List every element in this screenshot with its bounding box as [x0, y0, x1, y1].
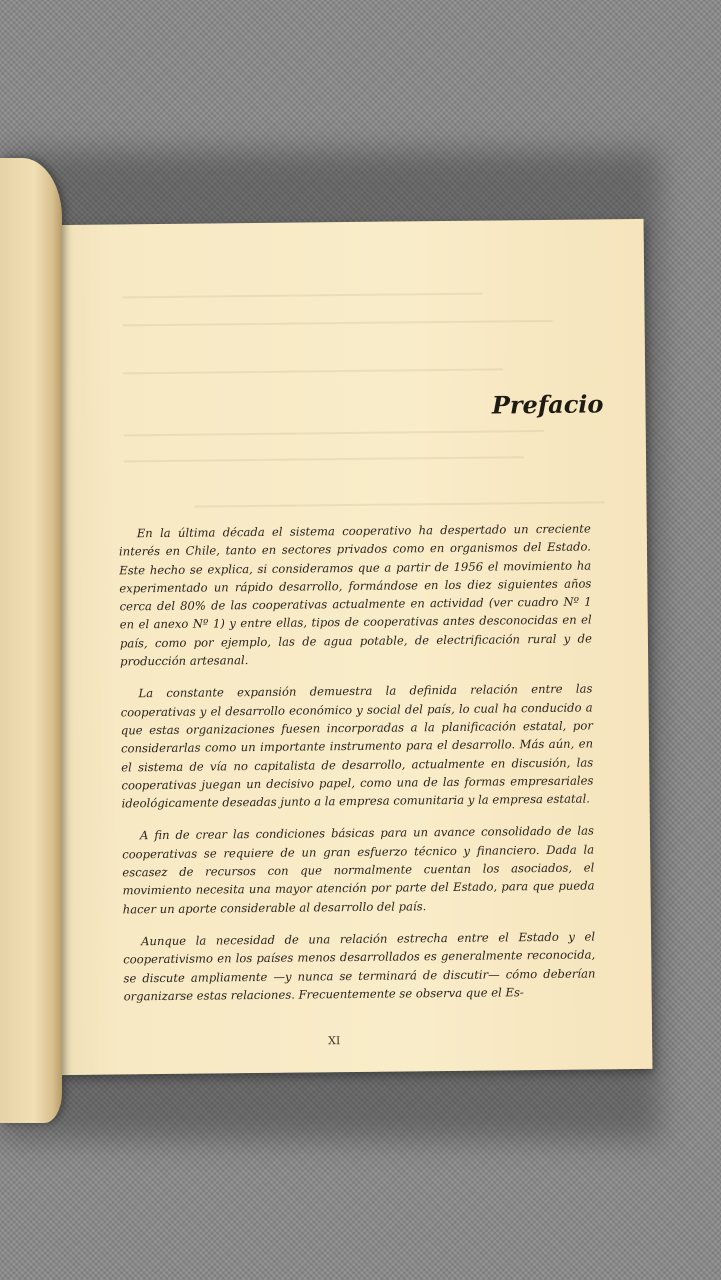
show-through-line — [123, 320, 553, 327]
show-through-line — [195, 501, 605, 507]
body-text — [119, 519, 596, 1019]
paragraph-2: La constante expansión demuestra la definida relación entre las cooperativas y el desarrollo económico y social del país, lo cual ha conducido a que estas organizaciones fuesen incorporadas a la planificación estatal, por considerarlas como un importante instrumento para el desarrollo. Más aún, en el sistema de vía no capitalista de desarrollo, actualmente en discusión, las cooperativas juegan un decisivo papel, como una de las formas empresariales ideológicamente deseadas junto a la empresa comunitaria y la empresa estatal. — [120, 681, 594, 811]
show-through-line — [123, 368, 503, 374]
show-through-line — [122, 293, 482, 299]
paragraph-1: En la última década el sistema cooperativo ha despertado un creciente interés en Chile, tanto en sectores privados como en organismos del Estado. Este hecho se explica, si consideramos que a partir de 1956 el movimiento ha experimentado un rápido desarrollo, formándose en los diez siguientes años cerca del 80% de las cooperativas actualmente en actividad (ver cuadro Nº 1 en el anexo Nº 1) y entre ellas, tipos de cooperativas antes desconocidas en el país, como por ejemplo, las de agua potable, de electrificación rural y de producción artesanal. — [118, 521, 592, 669]
page-number: XI — [328, 1034, 341, 1048]
right-page — [52, 219, 653, 1075]
paragraph-3: A fin de crear las condiciones básicas para un avance consolidado de las cooperativas se requiere de un gran esfuerzo técnico y financiero. Dada la escasez de recursos con que normalmente cuentan los asociados, el movimiento necesita una mayor atención por parte del Estado, para que pueda hacer un aporte considerable al desarrollo del país. — [122, 823, 595, 917]
show-through-line — [124, 430, 544, 436]
paragraph-4: Aunque la necesidad de una relación estrecha entre el Estado y el cooperativismo en los países menos desarrollados es generalmente reconocida, se discute ampliamente —y nunca se terminará de discutir— cómo deberían organizarse estas relaciones. Frecuentemente se observa que el Es- — [123, 929, 596, 1004]
left-page-edge — [0, 158, 62, 1123]
page-title: Prefacio — [491, 389, 604, 420]
show-through-line — [124, 456, 524, 462]
